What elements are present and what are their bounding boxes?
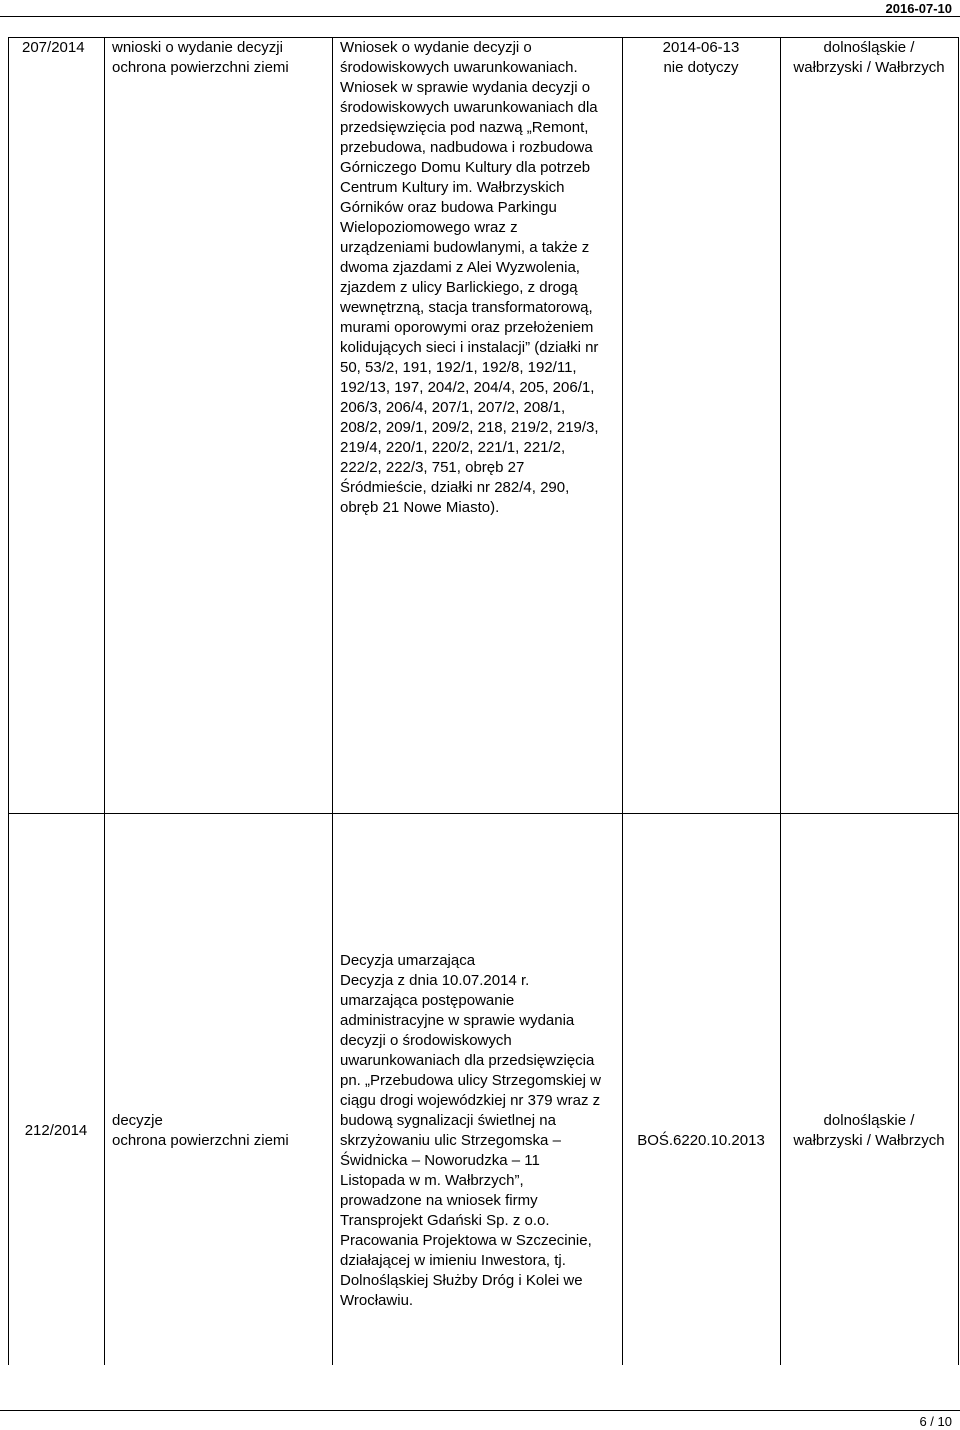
column-border [332, 37, 333, 1365]
page-date: 2016-07-10 [885, 1, 952, 16]
row-divider [8, 813, 958, 814]
footer-rule [0, 1410, 960, 1411]
record-number: 212/2014 [24, 1122, 88, 1139]
column-border [780, 37, 781, 1365]
record-date-ref: BOŚ.6220.10.2013 [637, 1132, 765, 1149]
column-border [622, 37, 623, 1365]
record-number: 207/2014 [22, 39, 85, 56]
record-date-ref: 2014-06-13 nie dotyczy [662, 39, 740, 76]
record-category: decyzje ochrona powierzchni ziemi [112, 1112, 289, 1149]
top-rule [0, 16, 960, 17]
column-border [104, 37, 105, 1365]
record-description: Wniosek o wydanie decyzji o środowiskowych uwarunkowaniach. Wniosek w sprawie wydania decyzji o środowiskowych uwarunkowaniach dla przedsięwzięcia pod nazwą „Remont, przebudowa, nadbudowa i rozbudowa Górniczego Domu Kultury dla potrzeb Centrum Kultury im. Wałbrzyskich Górników oraz budowa Parkingu Wielopoziomowego wraz z urządzeniami budowlanymi, a także z dwoma zjazdami z Alei Wyzwolenia, zjazdem z ulicy Barlickiego, z drogą wewnętrzną, stacja transformatorową, murami oporowymi oraz przełożeniem kolidujących sieci i instalacji” (działki nr 50, 53/2, 191, 192/1, 192/8, 192/11, 192/13, 197, 204/2, 204/4, 205, 206/1, 206/3, 206/4, 207/1, 207/2, 208/1, 208/2, 209/1, 209/2, 218, 219/2, 219/3, 219/4, 220/1, 220/2, 221/1, 221/2, 222/2, 222/3, 751, obręb 27 Śródmieście, działki nr 282/4, 290, obręb 21 Nowe Miasto). [340, 39, 599, 516]
record-location: dolnośląskie / wałbrzyski / Wałbrzych [793, 1112, 945, 1149]
record-location: dolnośląskie / wałbrzyski / Wałbrzych [793, 39, 945, 76]
column-border [8, 37, 9, 1365]
record-category: wnioski o wydanie decyzji ochrona powierzchni ziemi [112, 39, 289, 76]
record-description: Decyzja umarzająca Decyzja z dnia 10.07.2014 r. umarzająca postępowanie administracyjne w sprawie wydania decyzji o środowiskowych uwarunkowaniach dla przedsięwzięcia pn. „Przebudowa ulicy Strzegomskiej w ciągu drogi wojewódzkiej nr 379 wraz z budową sygnalizacji świetlnej na skrzyżowaniu ulic Strzegomska – Świdnicka – Noworudzka – 11 Listopada w m. Wałbrzych”, prowadzone na wniosek firmy Transprojekt Gdański Sp. z o.o. Pracowania Projektowa w Szczecinie, działającej w imieniu Inwestora, tj. Dolnośląskiej Służby Dróg i Kolei we Wrocławiu. [340, 952, 601, 1309]
column-border [958, 37, 959, 1365]
page-number: 6 / 10 [919, 1414, 952, 1429]
